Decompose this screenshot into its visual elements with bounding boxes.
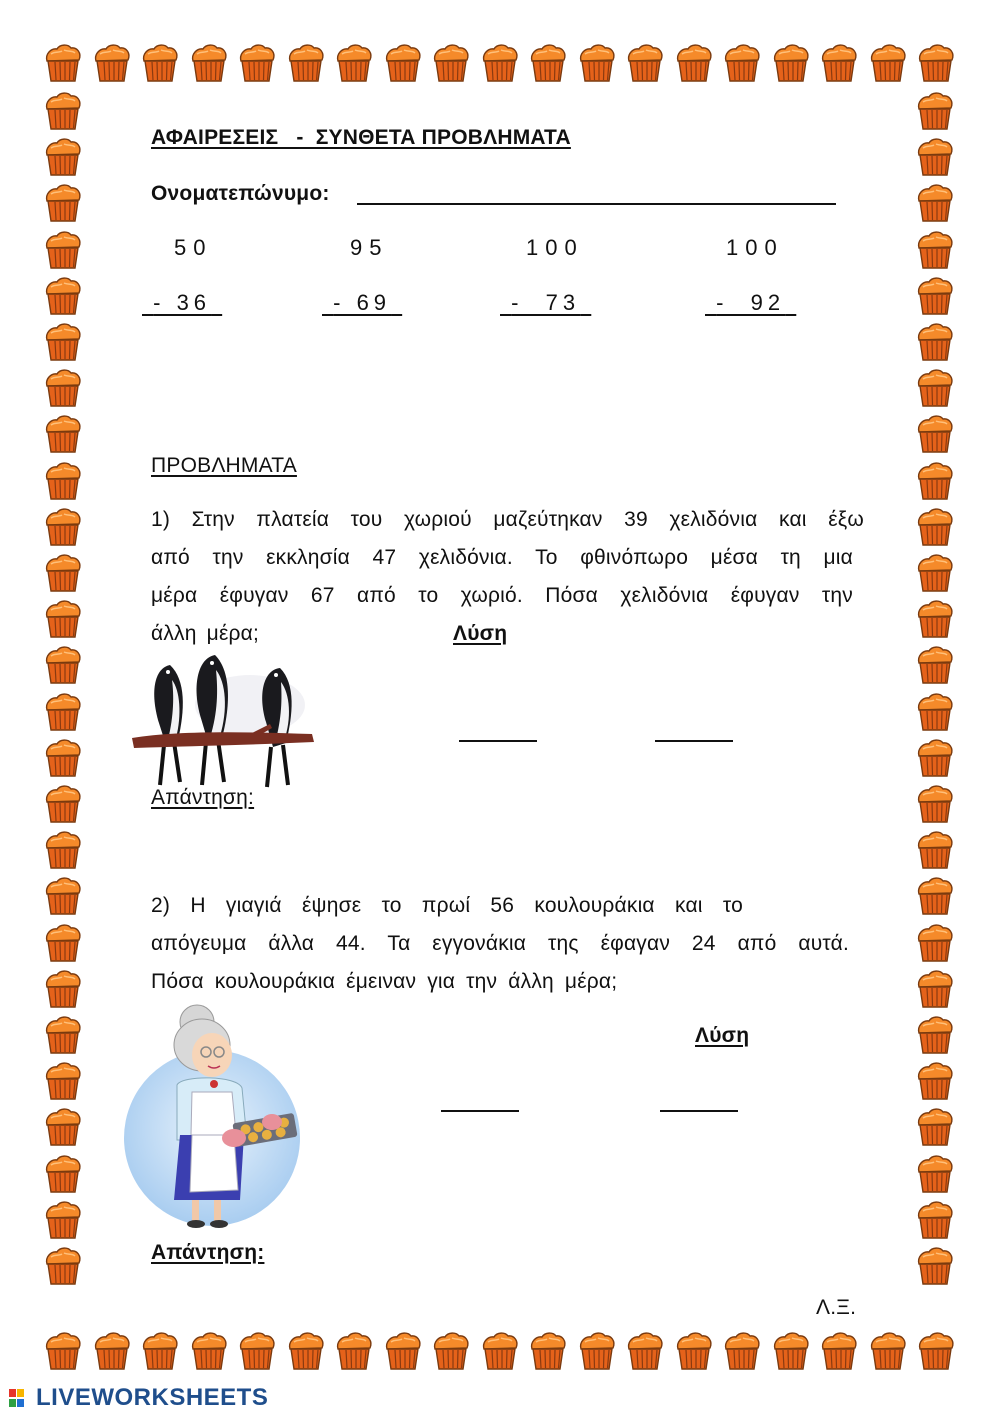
liveworksheets-logo-text: LIVEWORKSHEETS — [36, 1384, 269, 1411]
muffin-icon — [914, 1014, 956, 1056]
muffin-icon — [914, 413, 956, 455]
muffin-icon — [914, 506, 956, 548]
muffin-icon — [42, 367, 84, 409]
muffin-icon — [914, 1245, 956, 1287]
muffin-icon — [42, 90, 84, 132]
problem1-solution-blank-1[interactable] — [459, 740, 537, 742]
muffin-icon — [914, 460, 956, 502]
problem1-line-3: μέρα έφυγαν 67 από το χωριό. Πόσα χελιδόνια έφυγαν την — [151, 584, 853, 607]
muffin-icon — [915, 1330, 957, 1372]
muffin-icon — [914, 783, 956, 825]
muffin-icon — [42, 1330, 84, 1372]
muffin-icon — [914, 1199, 956, 1241]
subtraction-top-3: 100 — [526, 235, 584, 260]
muffin-icon — [914, 737, 956, 779]
subtraction-top-4: 100 — [726, 235, 784, 260]
muffin-icon — [42, 1060, 84, 1102]
liveworksheets-logo[interactable] — [8, 1384, 268, 1412]
muffin-icon — [527, 42, 569, 84]
muffin-icon — [624, 42, 666, 84]
muffin-icon — [382, 1330, 424, 1372]
subtraction-bottom-2: - 69 — [333, 290, 392, 315]
muffin-icon — [721, 42, 763, 84]
muffin-icon — [914, 644, 956, 686]
muffin-icon — [42, 506, 84, 548]
muffin-icon — [914, 1106, 956, 1148]
muffin-icon — [42, 598, 84, 640]
muffin-icon — [576, 1330, 618, 1372]
problem2-solution-blank-1[interactable] — [441, 1110, 519, 1112]
muffin-icon — [914, 552, 956, 594]
grandma-illustration — [122, 1000, 304, 1236]
subtraction-bottom-3: - 73 — [511, 290, 581, 315]
muffin-icon — [914, 229, 956, 271]
muffin-icon — [42, 922, 84, 964]
muffin-icon — [770, 1330, 812, 1372]
muffin-icon — [42, 1245, 84, 1287]
muffin-icon — [188, 42, 230, 84]
muffin-icon — [818, 42, 860, 84]
problem2-solution-label: Λύση — [695, 1024, 750, 1047]
muffin-icon — [42, 1153, 84, 1195]
problem1-answer-field[interactable] — [264, 780, 268, 781]
problem1-answer-label: Απάντηση: — [151, 786, 255, 809]
problem2-solution-blank-2[interactable] — [660, 1110, 738, 1112]
muffin-icon — [430, 42, 472, 84]
swallows-illustration — [130, 650, 320, 790]
muffin-icon — [914, 968, 956, 1010]
muffin-icon — [91, 42, 133, 84]
muffin-icon — [42, 321, 84, 363]
muffin-icon — [42, 783, 84, 825]
worksheet-title: ΑΦΑΙΡΕΣΕΙΣ - ΣΥΝΘΕΤΑ ΠΡΟΒΛΗΜΑΤΑ — [151, 126, 571, 149]
muffin-icon — [914, 90, 956, 132]
muffin-icon — [188, 1330, 230, 1372]
problem2-line-1: 2) Η γιαγιά έψησε το πρωί 56 κουλουράκια και το — [151, 894, 743, 917]
muffin-icon — [42, 1199, 84, 1241]
muffin-icon — [42, 737, 84, 779]
muffin-icon — [914, 922, 956, 964]
subtraction-top-1: 50 — [174, 235, 213, 260]
muffin-icon — [285, 42, 327, 84]
muffin-icon — [236, 42, 278, 84]
muffin-icon — [673, 1330, 715, 1372]
muffin-icon — [42, 968, 84, 1010]
muffin-icon — [236, 1330, 278, 1372]
muffin-icon — [42, 1106, 84, 1148]
name-label: Ονοματεπώνυμο: — [151, 182, 330, 205]
muffin-icon — [914, 182, 956, 224]
problem1-line-4: άλλη μέρα; — [151, 622, 260, 645]
muffin-icon — [42, 552, 84, 594]
muffin-icon — [914, 829, 956, 871]
muffin-icon — [479, 1330, 521, 1372]
muffin-icon — [333, 42, 375, 84]
muffin-icon — [914, 598, 956, 640]
muffin-icon — [42, 42, 84, 84]
problem2-answer-label: Απάντηση: — [151, 1241, 265, 1264]
muffin-icon — [285, 1330, 327, 1372]
problem1-line-1: 1) Στην πλατεία του χωριού μαζεύτηκαν 39 χελιδόνια και έξω — [151, 508, 864, 531]
muffin-icon — [42, 691, 84, 733]
subtraction-top-2: 95 — [350, 235, 389, 260]
muffin-icon — [576, 42, 618, 84]
muffin-icon — [914, 367, 956, 409]
muffin-icon — [914, 875, 956, 917]
muffin-icon — [624, 1330, 666, 1372]
muffin-icon — [914, 275, 956, 317]
muffin-icon — [770, 42, 812, 84]
muffin-icon — [914, 691, 956, 733]
muffin-icon — [914, 1060, 956, 1102]
muffin-icon — [914, 1153, 956, 1195]
muffin-icon — [42, 460, 84, 502]
muffin-icon — [42, 875, 84, 917]
muffin-icon — [430, 1330, 472, 1372]
problem1-solution-blank-2[interactable] — [655, 740, 733, 742]
muffin-icon — [42, 644, 84, 686]
problem1-line-2: από την εκκλησία 47 χελιδόνια. Το φθινόπωρο μέσα τη μια — [151, 546, 853, 569]
muffin-icon — [867, 42, 909, 84]
problem2-line-2: απόγευμα άλλα 44. Τα εγγονάκια της έφαγαν 24 από αυτά. — [151, 932, 849, 955]
subtraction-bottom-1: - 36 — [153, 290, 212, 315]
muffin-icon — [527, 1330, 569, 1372]
muffin-icon — [479, 42, 521, 84]
muffin-icon — [91, 1330, 133, 1372]
muffin-icon — [721, 1330, 763, 1372]
muffin-icon — [673, 42, 715, 84]
muffin-icon — [42, 1014, 84, 1056]
problem1-solution-label: Λύση — [453, 622, 508, 645]
muffin-icon — [42, 829, 84, 871]
muffin-icon — [382, 42, 424, 84]
muffin-icon — [914, 321, 956, 363]
problems-heading: ΠΡΟΒΛΗΜΑΤΑ — [151, 454, 297, 477]
name-input-line[interactable] — [357, 203, 836, 205]
muffin-icon — [42, 275, 84, 317]
problem2-line-3: Πόσα κουλουράκια έμειναν για την άλλη μέρα; — [151, 970, 618, 993]
muffin-icon — [139, 1330, 181, 1372]
muffin-icon — [867, 1330, 909, 1372]
muffin-icon — [42, 136, 84, 178]
muffin-icon — [915, 42, 957, 84]
muffin-icon — [139, 42, 181, 84]
muffin-icon — [42, 182, 84, 224]
muffin-icon — [333, 1330, 375, 1372]
muffin-icon — [42, 229, 84, 271]
muffin-icon — [818, 1330, 860, 1372]
muffin-icon — [914, 136, 956, 178]
liveworksheets-logo-icon — [8, 1387, 34, 1409]
muffin-icon — [42, 413, 84, 455]
signature: Λ.Ξ. — [816, 1296, 857, 1319]
subtraction-bottom-4: - 92 — [716, 290, 786, 315]
